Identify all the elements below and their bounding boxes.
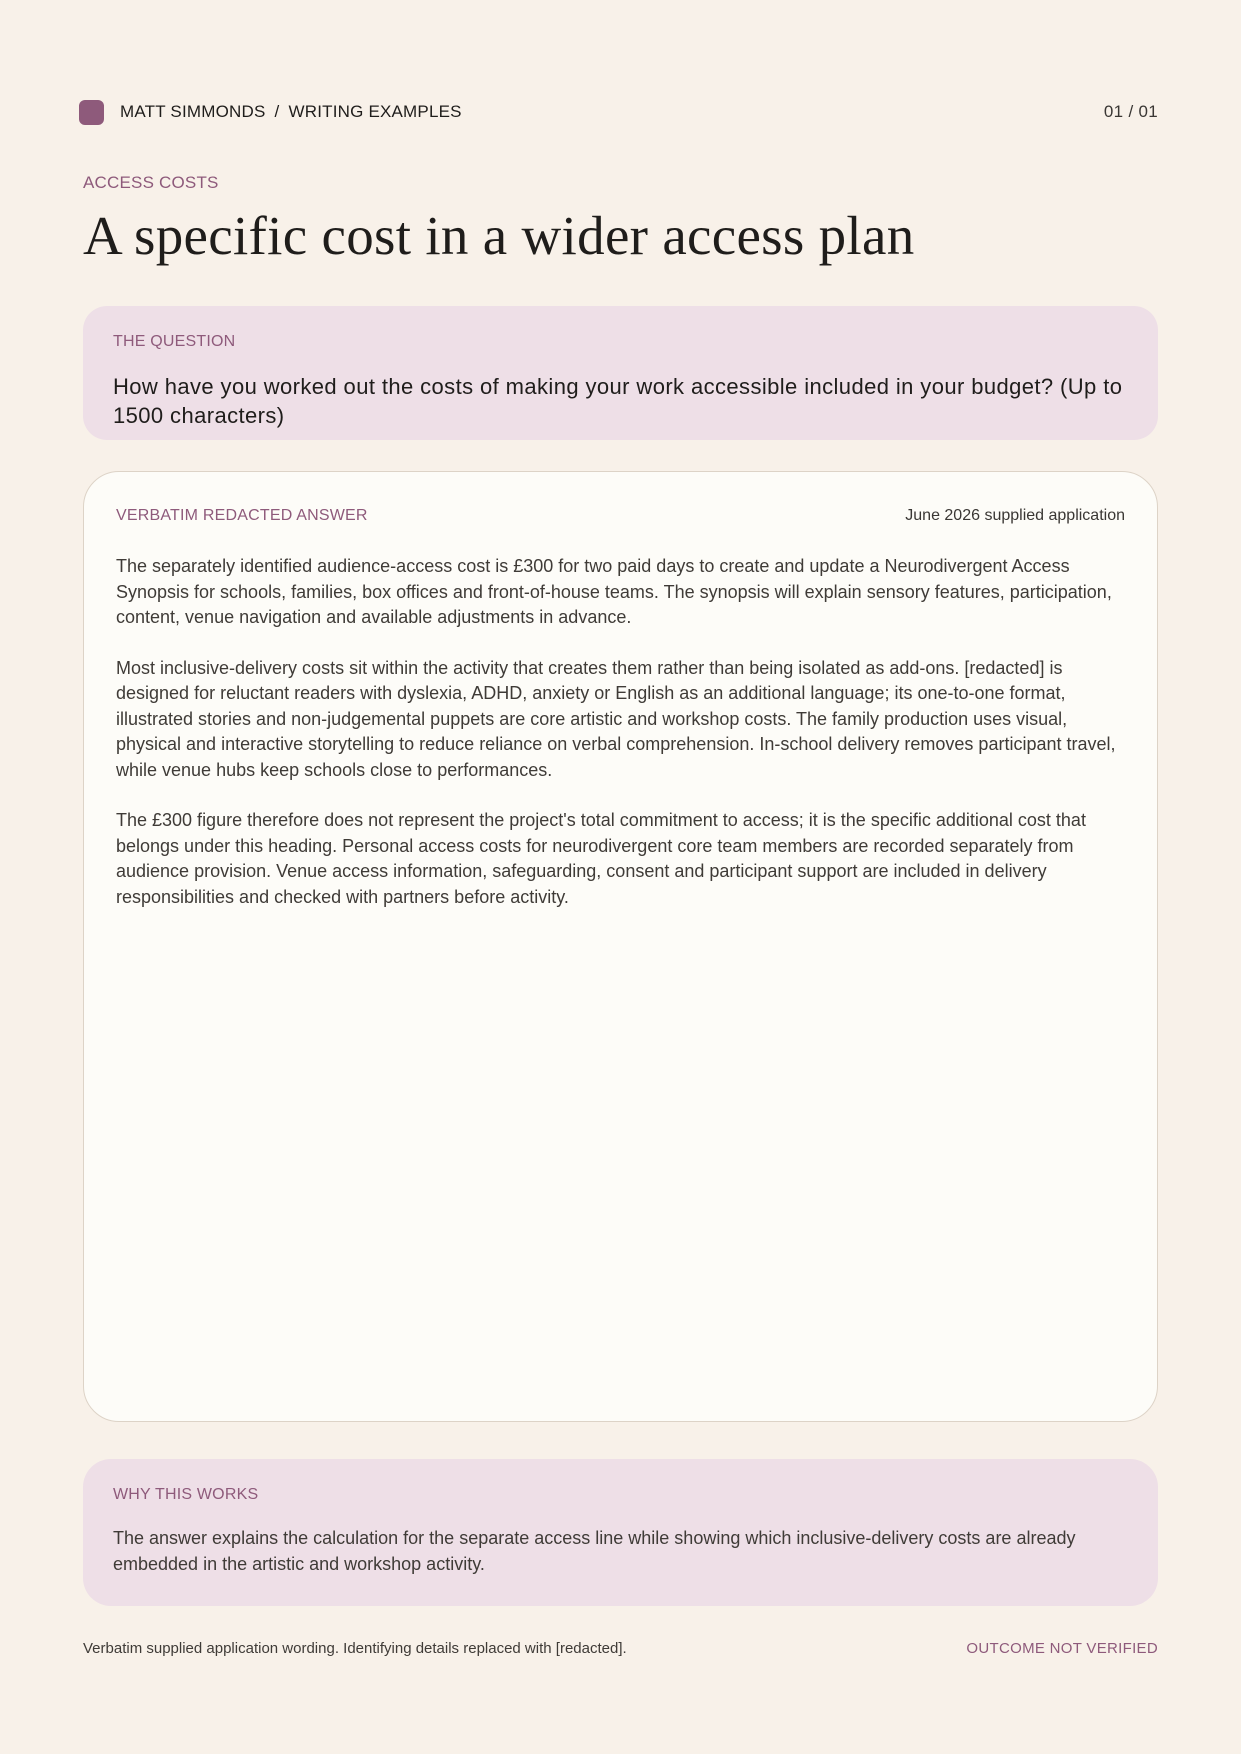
answer-header <box>116 506 1125 526</box>
answer-paragraph: The £300 figure therefore does not represent the project's total commitment to access; it is the specific additional cost that belongs under this heading. Personal access costs for neurodivergent core team members are recorded separately from audience provision. Venue access information, safeguarding, consent and participant support are included in delivery responsibilities and checked with partners before activity. <box>116 810 1086 907</box>
section-eyebrow: ACCESS COSTS <box>83 173 219 192</box>
why-text: The answer explains the calculation for the separate access line while showing which inclusive-delivery costs are already embedded in the artistic and workshop activity. <box>113 1528 1076 1574</box>
why-card <box>83 1459 1158 1606</box>
page-title: A specific cost in a wider access plan <box>83 205 915 266</box>
brand-section: WRITING EXAMPLES <box>288 102 462 121</box>
answer-paragraph: The separately identified audience-access cost is £300 for two paid days to create and update a Neurodivergent Access Synopsis for schools, families, box offices and front-of-house teams. The synopsis will explain sensory features, participation, content, venue navigation and available adjustments in advance. <box>116 556 1112 627</box>
document-page <box>83 0 1158 1754</box>
answer-card <box>83 471 1158 1422</box>
brand-mark-icon <box>79 100 104 125</box>
question-card <box>83 306 1158 440</box>
brand <box>79 100 462 125</box>
brand-separator: / <box>274 102 280 121</box>
answer-paragraph: Most inclusive-delivery costs sit within the activity that creates them rather than being isolated as add-ons. [redacted] is designed for reluctant readers with dyslexia, ADHD, anxiety or English as an additional language; its one-to-one format, illustrated stories and non-judgemental puppets are core artistic and workshop costs. The family production uses visual, physical and interactive storytelling to reduce reliance on verbal comprehension. In-school delivery removes participant travel, while venue hubs keep schools close to performances. <box>116 657 1116 780</box>
page-header <box>79 98 1158 126</box>
answer-date: June 2026 supplied application <box>905 507 1125 524</box>
why-label: WHY THIS WORKS <box>113 1486 259 1503</box>
question-label: THE QUESTION <box>113 333 236 350</box>
question-text: How have you worked out the costs of making your work accessible included in your budget? (Up to 1500 characters) <box>113 374 1123 428</box>
brand-author: MATT SIMMONDS <box>120 102 266 121</box>
footer-note: Verbatim supplied application wording. Identifying details replaced with [redacted]. <box>83 1640 627 1657</box>
page-indicator: 01 / 01 <box>1103 102 1158 121</box>
answer-label: VERBATIM REDACTED ANSWER <box>116 507 368 524</box>
outcome-status: OUTCOME NOT VERIFIED <box>966 1640 1158 1657</box>
answer-body <box>116 554 1125 910</box>
page-footer <box>83 1640 1158 1657</box>
